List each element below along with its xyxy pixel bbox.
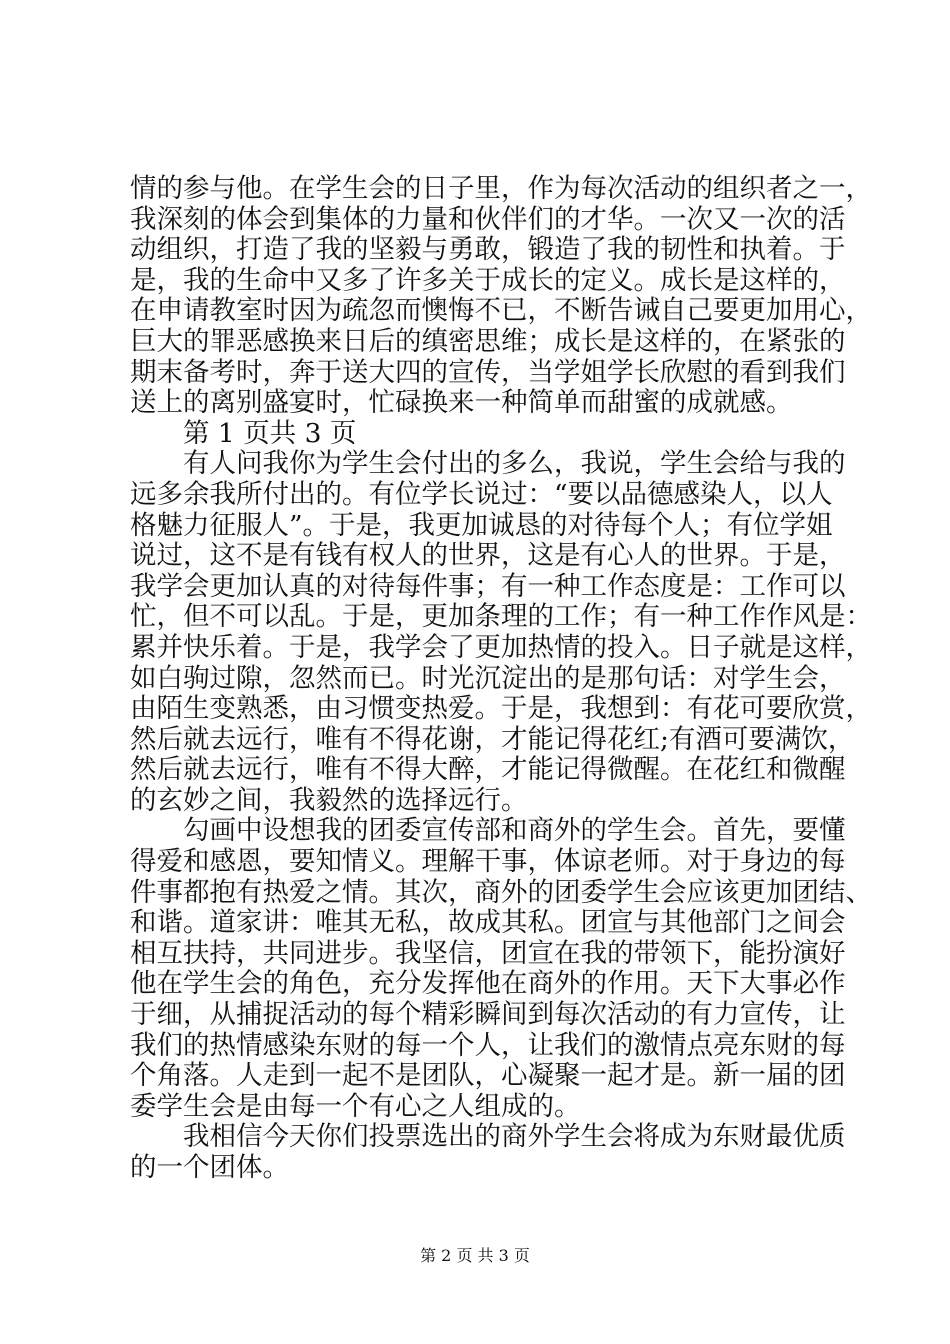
- text-line: 得爱和感恩，要知情义。理解干事，体谅老师。对于身边的每: [130, 846, 846, 878]
- text-line: 送上的离别盛宴时，忙碌换来一种简单而甜蜜的成就感。: [130, 387, 793, 419]
- text-line: 第 1 页共 3 页: [183, 417, 357, 449]
- page-number-label: 第 2 页 共 3 页: [420, 1246, 530, 1265]
- text-line: 于细，从捕捉活动的每个精彩瞬间到每次活动的有力宣传，让: [130, 999, 846, 1031]
- text-line: 动组织，打造了我的坚毅与勇敢，锻造了我的韧性和执着。于: [130, 234, 846, 266]
- text-line: 情的参与他。在学生会的日子里，作为每次活动的组织者之一，: [130, 173, 872, 204]
- text-line: 有人问我你为学生会付出的多么，我说，学生会给与我的: [183, 448, 846, 480]
- text-line: 格魅力征服人”。于是，我更加诚恳的对待每个人；有位学姐: [130, 509, 833, 541]
- text-line: 他在学生会的角色，充分发挥他在商外的作用。天下大事必作: [130, 968, 846, 1000]
- text-line: 件事都抱有热爱之情。其次，商外的团委学生会应该更加团结、: [130, 876, 872, 908]
- text-line: 巨大的罪恶感换来日后的缜密思维；成长是这样的，在紧张的: [130, 325, 846, 357]
- text-line: 相互扶持，共同进步。我坚信，团宣在我的带领下，能扮演好: [130, 937, 846, 969]
- text-line: 和谐。道家讲：唯其无私，故成其私。团宣与其他部门之间会: [130, 907, 846, 939]
- text-line: 委学生会是由每一个有心之人组成的。: [130, 1090, 581, 1122]
- text-line: 我深刻的体会到集体的力量和伙伴们的才华。一次又一次的活: [130, 203, 846, 235]
- text-line: 说过，这不是有钱有权人的世界，这是有心人的世界。于是，: [130, 540, 846, 572]
- text-line: 我相信今天你们投票选出的商外学生会将成为东财最优质: [183, 1121, 846, 1153]
- text-line: 期末备考时，奔于送大四的宣传，当学姐学长欣慰的看到我们: [130, 356, 846, 388]
- text-line: 累并快乐着。于是，我学会了更加热情的投入。日子就是这样，: [130, 631, 872, 663]
- text-line: 是，我的生命中又多了许多关于成长的定义。成长是这样的，: [130, 264, 846, 296]
- document-body: [130, 173, 872, 1184]
- text-line: 在申请教室时因为疏忽而懊悔不已，不断告诫自己要更加用心，: [130, 295, 872, 327]
- text-line: 的一个团体。: [130, 1152, 289, 1183]
- text-line: 我学会更加认真的对待每件事；有一种工作态度是：工作可以: [130, 570, 846, 602]
- text-line: 我们的热情感染东财的每一个人，让我们的激情点亮东财的每: [130, 1029, 846, 1061]
- text-line: 忙，但不可以乱。于是，更加条理的工作；有一种工作作风是：: [130, 601, 872, 633]
- text-line: 的玄妙之间，我毅然的选择远行。: [130, 784, 528, 816]
- text-line: 如白驹过隙，忽然而已。时光沉淀出的是那句话：对学生会，: [130, 662, 846, 694]
- text-line: 然后就去远行，唯有不得花谢，才能记得花红;有酒可要满饮，: [130, 723, 855, 755]
- text-line: 然后就去远行，唯有不得大醉，才能记得微醒。在花红和微醒: [130, 754, 846, 786]
- text-line: 远多余我所付出的。有位学长说过：“要以品德感染人，以人: [130, 478, 833, 510]
- text-line: 勾画中设想我的团委宣传部和商外的学生会。首先，要懂: [183, 815, 846, 847]
- text-line: 由陌生变熟悉，由习惯变热爱。于是，我想到：有花可要欣赏，: [130, 693, 872, 725]
- page-footer: [0, 1246, 950, 1266]
- text-line: 个角落。人走到一起不是团队，心凝聚一起才是。新一届的团: [130, 1060, 846, 1092]
